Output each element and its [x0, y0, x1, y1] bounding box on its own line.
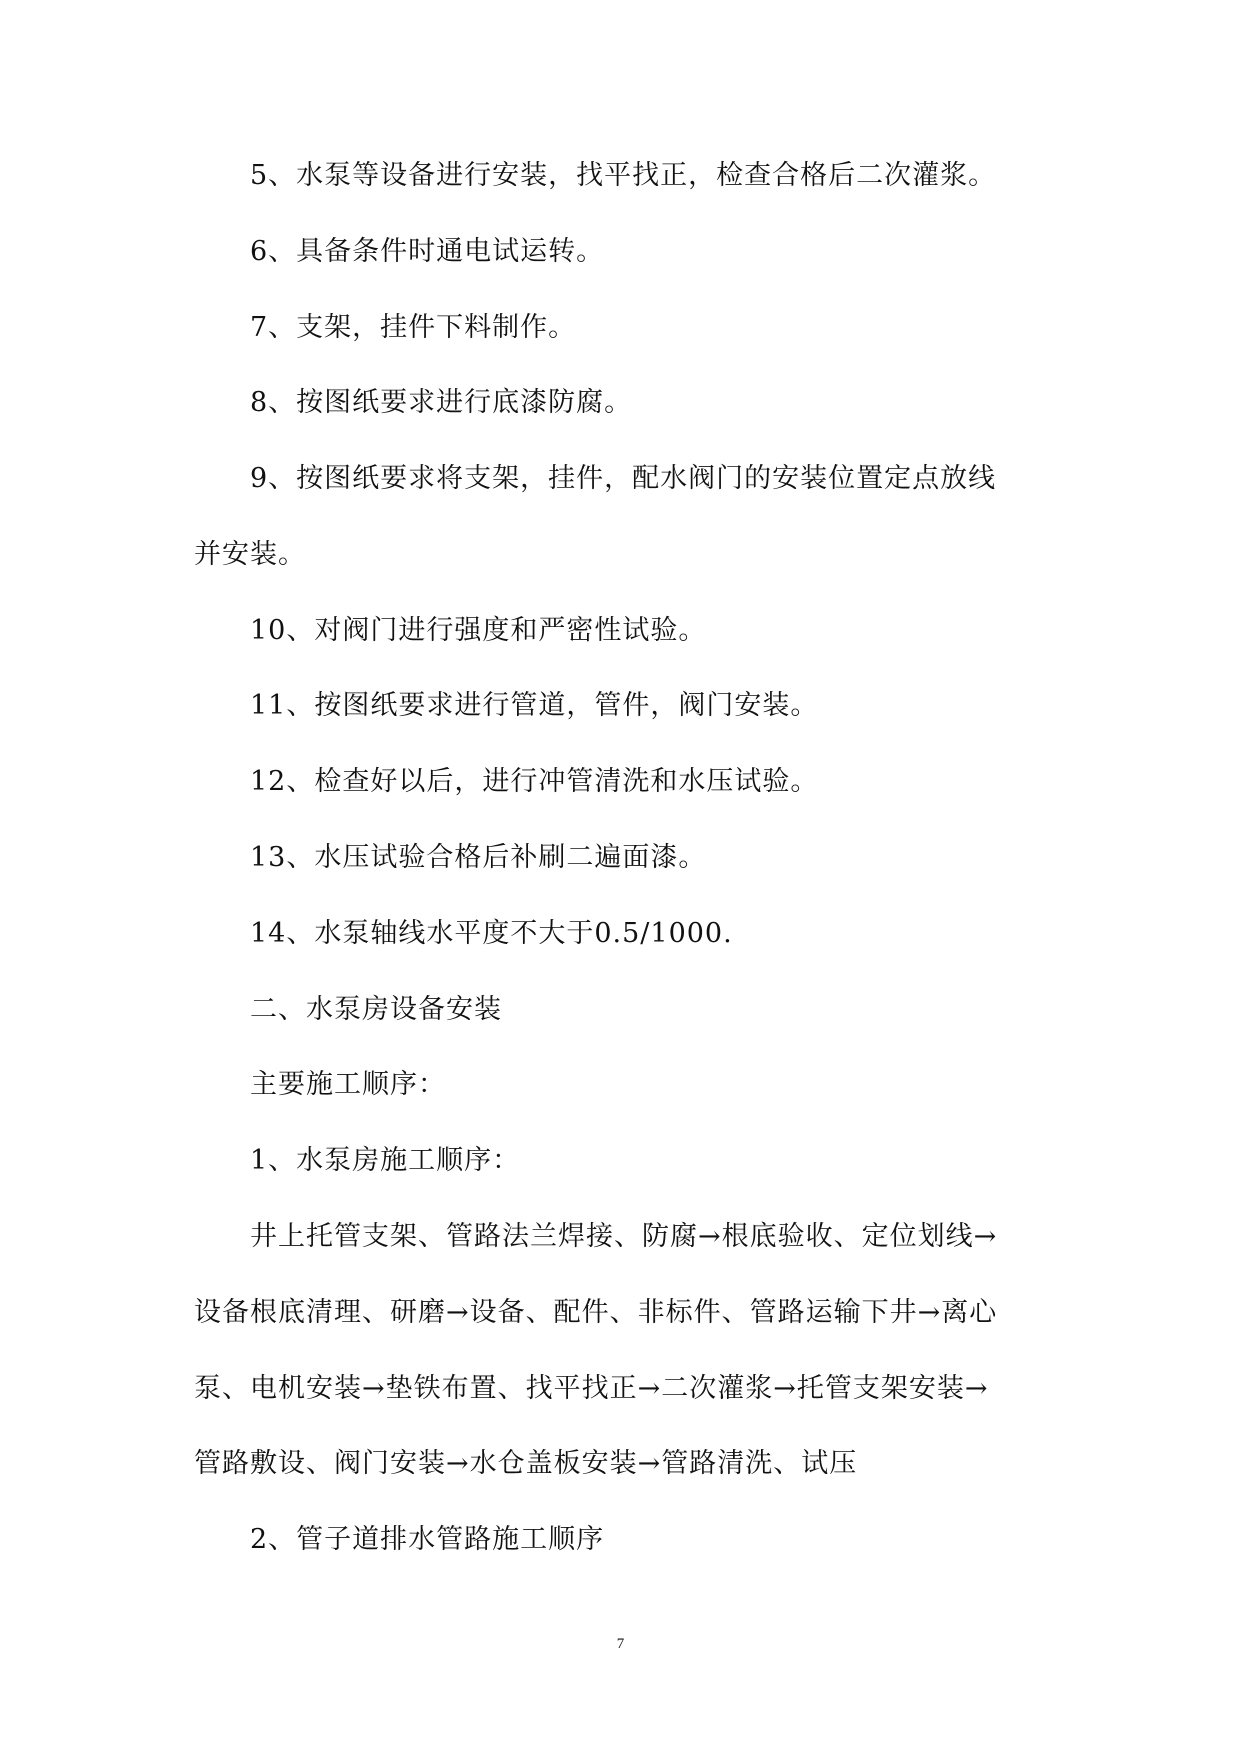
text-line: 12、检查好以后，进行冲管清洗和水压试验。 — [250, 766, 819, 797]
text-line: 11、按图纸要求进行管道，管件，阀门安装。 — [250, 690, 819, 721]
text-line: 井上托管支架、管路法兰焊接、防腐→根底验收、定位划线→ — [250, 1221, 998, 1252]
text-line: 14、水泵轴线水平度不大于0.5/1000. — [250, 918, 733, 949]
text-line: 管路敷设、阀门安装→水仓盖板安装→管路清洗、试压 — [194, 1448, 858, 1479]
text-line: 13、水压试验合格后补刷二遍面漆。 — [250, 842, 707, 873]
text-line: 主要施工顺序： — [250, 1069, 446, 1100]
text-line: 泵、电机安装→垫铁布置、找平找正→二次灌浆→托管支架安装→ — [194, 1373, 989, 1404]
section-heading: 二、水泵房设备安装 — [250, 994, 502, 1025]
text-line: 5、水泵等设备进行安装，找平找正，检查合格后二次灌浆。 — [250, 160, 997, 191]
text-line: 7、支架，挂件下料制作。 — [250, 312, 577, 343]
text-line: 8、按图纸要求进行底漆防腐。 — [250, 387, 633, 418]
text-line: 并安装。 — [194, 539, 306, 570]
text-line: 10、对阀门进行强度和严密性试验。 — [250, 615, 707, 646]
page-number: 7 — [616, 1636, 625, 1652]
text-line: 6、具备条件时通电试运转。 — [250, 236, 605, 267]
text-line: 设备根底清理、研磨→设备、配件、非标件、管路运输下井→离心 — [194, 1297, 998, 1328]
text-line: 9、按图纸要求将支架，挂件，配水阀门的安装位置定点放线 — [250, 463, 997, 494]
text-line: 2、管子道排水管路施工顺序 — [250, 1524, 605, 1555]
text-line: 1、水泵房施工顺序： — [250, 1145, 521, 1176]
